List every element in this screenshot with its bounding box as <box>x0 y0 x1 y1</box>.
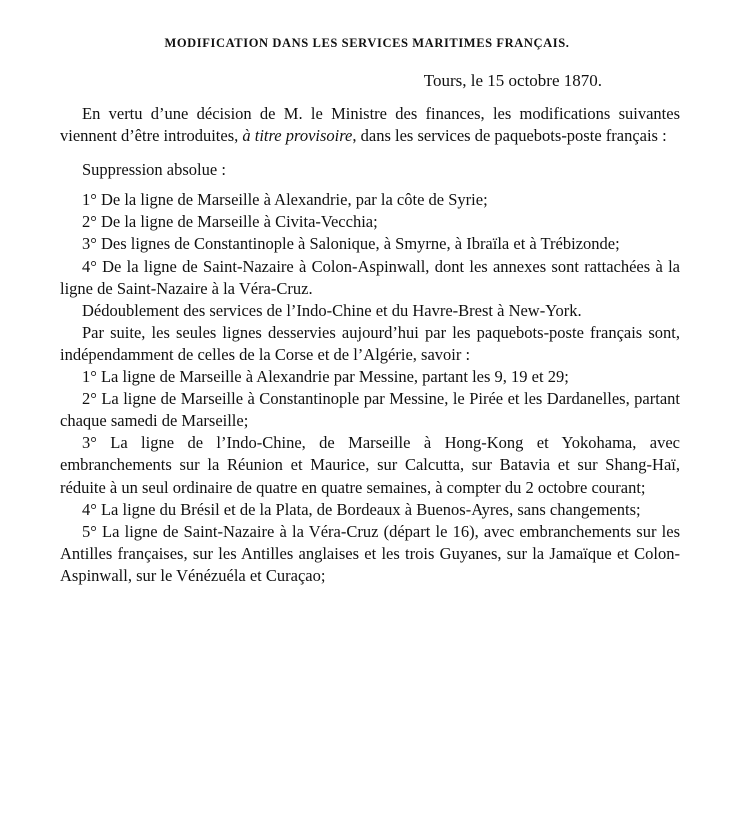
dateline: Tours, le 15 octobre 1870. <box>423 71 602 90</box>
intro-text-end: , dans les services de paquebots-poste français : <box>352 126 667 146</box>
suppression-item-4: 4° De la ligne de Saint-Nazaire à Colon-Aspinwall, dont les annexes sont rattachées à la ligne de Saint-Nazaire à la Véra-Cruz. <box>60 256 680 298</box>
dedoublement-paragraph: Dédoublement des services de l’Indo-Chine et du Havre-Brest à New-York. <box>82 300 582 320</box>
consequence-intro: Par suite, les seules lignes desservies aujourd’hui par les paquebots-poste français sont, indépendamment de celles de la Corse et de l’Algérie, savoir : <box>60 322 680 364</box>
suppression-item-1: 1° De la ligne de Marseille à Alexandrie, par la côte de Syrie; <box>82 190 488 210</box>
document-title: MODIFICATION DANS LES SERVICES MARITIMES FRANÇAIS. <box>164 36 570 50</box>
line-item-4: 4° La ligne du Brésil et de la Plata, de Bordeaux à Buenos-Ayres, sans changements; <box>82 499 641 519</box>
intro-italic-phrase: à titre provisoire <box>242 126 353 146</box>
line-item-5: 5° La ligne de Saint-Nazaire à la Véra-Cruz (départ le 16), avec embranchements sur les Antilles françaises, sur les Antilles anglaises et les trois Guyanes, sur la Jamaïque et Colon-Aspinwall, sur le Vénézuéla et Curaçao; <box>60 521 680 585</box>
suppression-heading: Suppression absolue : <box>82 160 226 180</box>
suppression-item-3: 3° Des lignes de Constantinople à Salonique, à Smyrne, à Ibraïla et à Trébizonde; <box>82 234 620 254</box>
suppression-item-2: 2° De la ligne de Marseille à Civita-Vecchia; <box>82 212 378 232</box>
document-body <box>60 103 680 587</box>
line-item-2: 2° La ligne de Marseille à Constantinople par Messine, le Pirée et les Dardanelles, partant chaque samedi de Marseille; <box>60 389 680 431</box>
intro-paragraph <box>60 103 680 147</box>
intro-text-start: En vertu d’une décision de M. le Ministre des finances, les modifications suivantes viennent d’être introduites, <box>60 104 680 146</box>
line-item-3: 3° La ligne de l’Indo-Chine, de Marseille à Hong-Kong et Yokohama, avec embranchements sur la Réunion et Maurice, sur Calcutta, sur Batavia et sur Shang-Haï, réduite à un seul ordinaire de quatre en quatre semaines, à compter du 2 octobre courant; <box>60 433 680 497</box>
line-item-1: 1° La ligne de Marseille à Alexandrie par Messine, partant les 9, 19 et 29; <box>82 367 569 387</box>
